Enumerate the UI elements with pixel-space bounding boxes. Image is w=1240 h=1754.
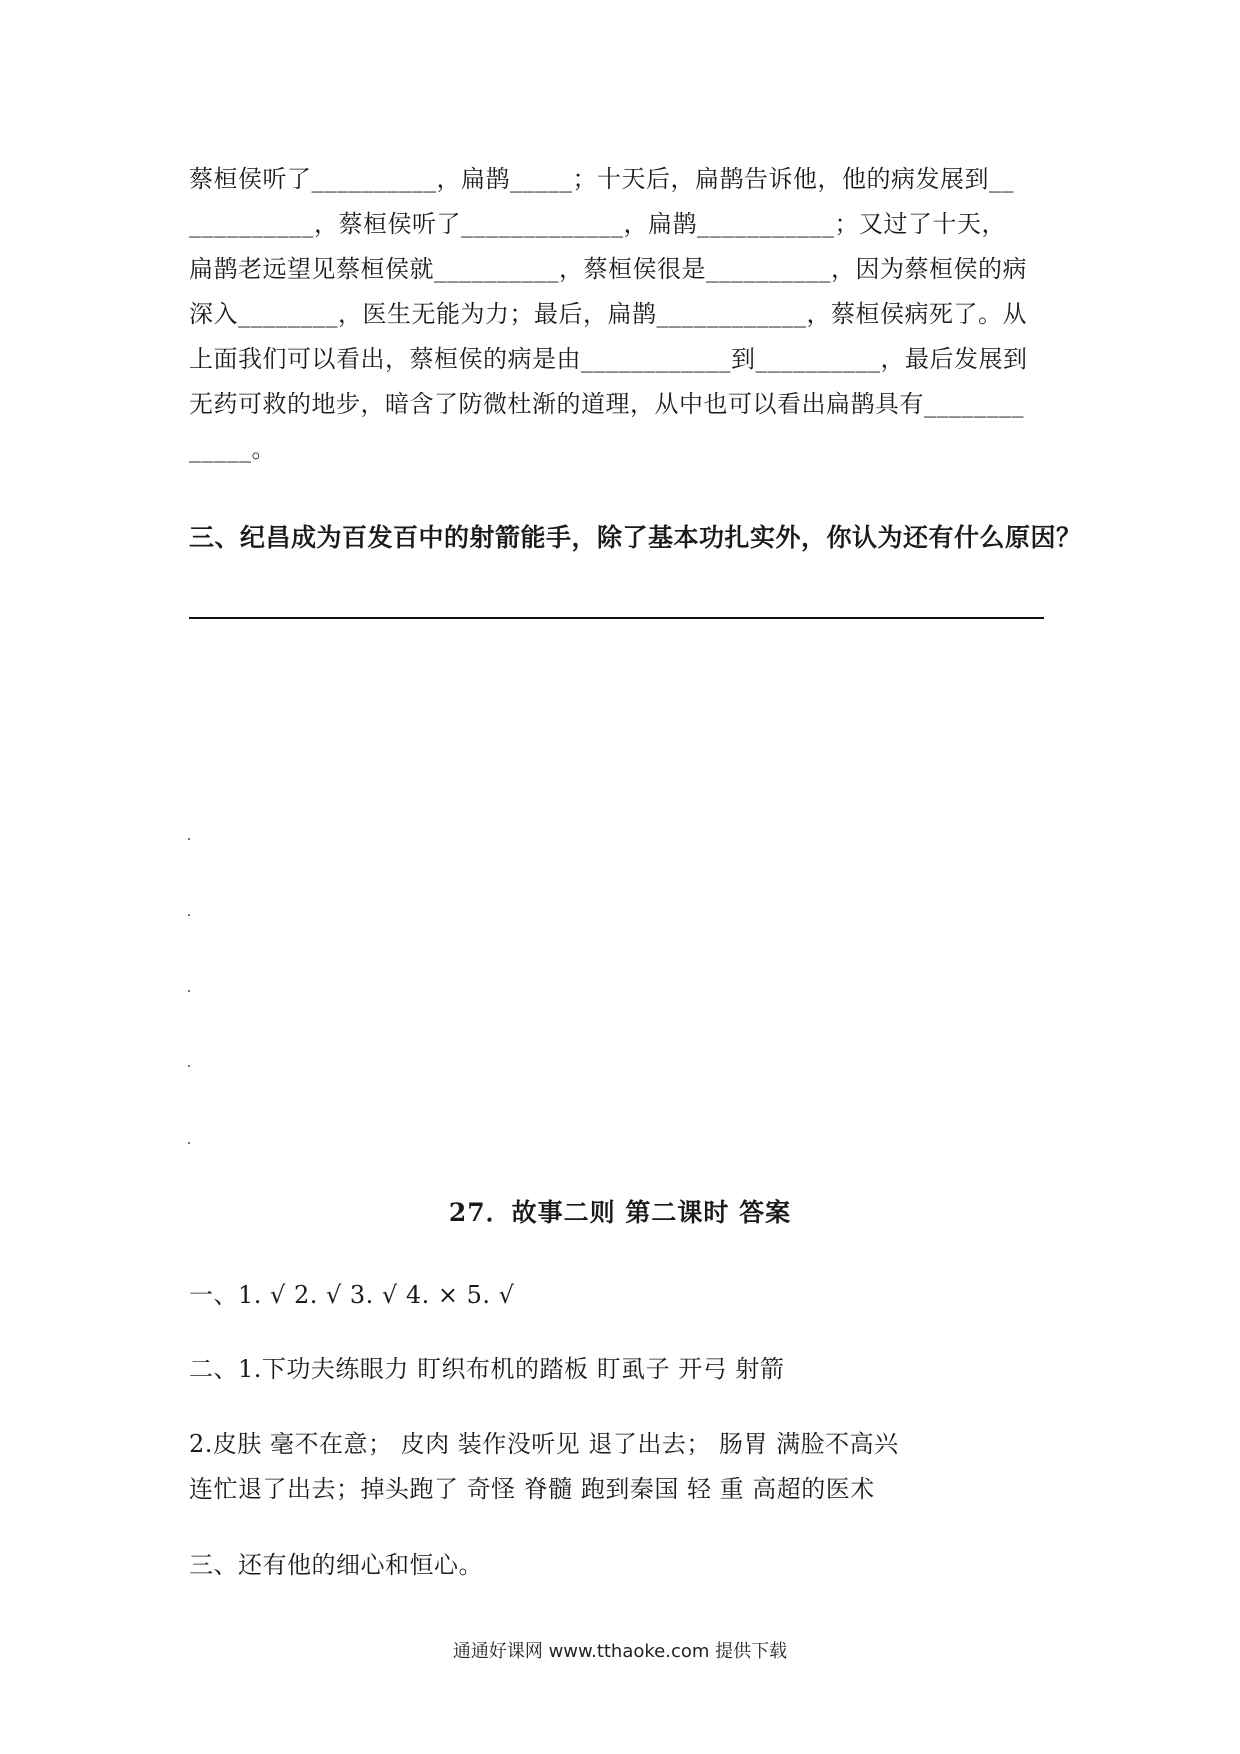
passage-line: 深入________，医生无能为力；最后，扁鹊____________，蔡桓侯病死了。从 [189, 300, 1027, 328]
scan-dot [188, 1142, 190, 1144]
passage-line: 蔡桓侯听了__________，扁鹊_____；十天后，扁鹊告诉他，他的病发展到__ [189, 165, 1014, 193]
passage-fill-in [189, 157, 1059, 472]
passage-line: __________，蔡桓侯听了_____________，扁鹊___________；又过了十天， [189, 210, 1006, 238]
passage-line: 扁鹊老远望见蔡桓侯就__________，蔡桓侯很是__________，因为蔡桓侯的病 [189, 255, 1027, 283]
scan-dot [188, 990, 190, 992]
answer-section-1: 一、1. √ 2. √ 3. √ 4. × 5. √ [189, 1281, 515, 1309]
passage-line: 上面我们可以看出，蔡桓侯的病是由____________到__________，最后发展到 [189, 345, 1028, 373]
scan-dot [188, 914, 190, 916]
footer-credit: 通通好课网 www.tthaoke.com 提供下载 [452, 1641, 788, 1662]
answer-section-2-1: 二、1.下功夫练眼力 盯织布机的踏板 盯虱子 开弓 射箭 [189, 1355, 785, 1383]
passage-line: _____。 [189, 435, 276, 463]
answer-section-3: 三、还有他的细心和恒心。 [189, 1551, 483, 1579]
answer-section-2-2-cont: 连忙退了出去；掉头跑了 奇怪 脊髓 跑到秦国 轻 重 高超的医术 [189, 1475, 875, 1503]
answer-section-2-2: 2.皮肤 毫不在意； 皮肉 装作没听见 退了出去； 肠胃 满脸不高兴 [189, 1430, 899, 1458]
scan-dot [188, 1065, 190, 1067]
question-3: 三、纪昌成为百发百中的射箭能手，除了基本功扎实外，你认为还有什么原因？ [189, 523, 1082, 552]
passage-line: 无药可救的地步，暗含了防微杜渐的道理，从中也可以看出扁鹊具有________ [189, 390, 1024, 418]
scan-dot [188, 838, 190, 840]
answer-line [189, 617, 1044, 619]
answers-title: 27．故事二则 第二课时 答案 [448, 1198, 792, 1227]
